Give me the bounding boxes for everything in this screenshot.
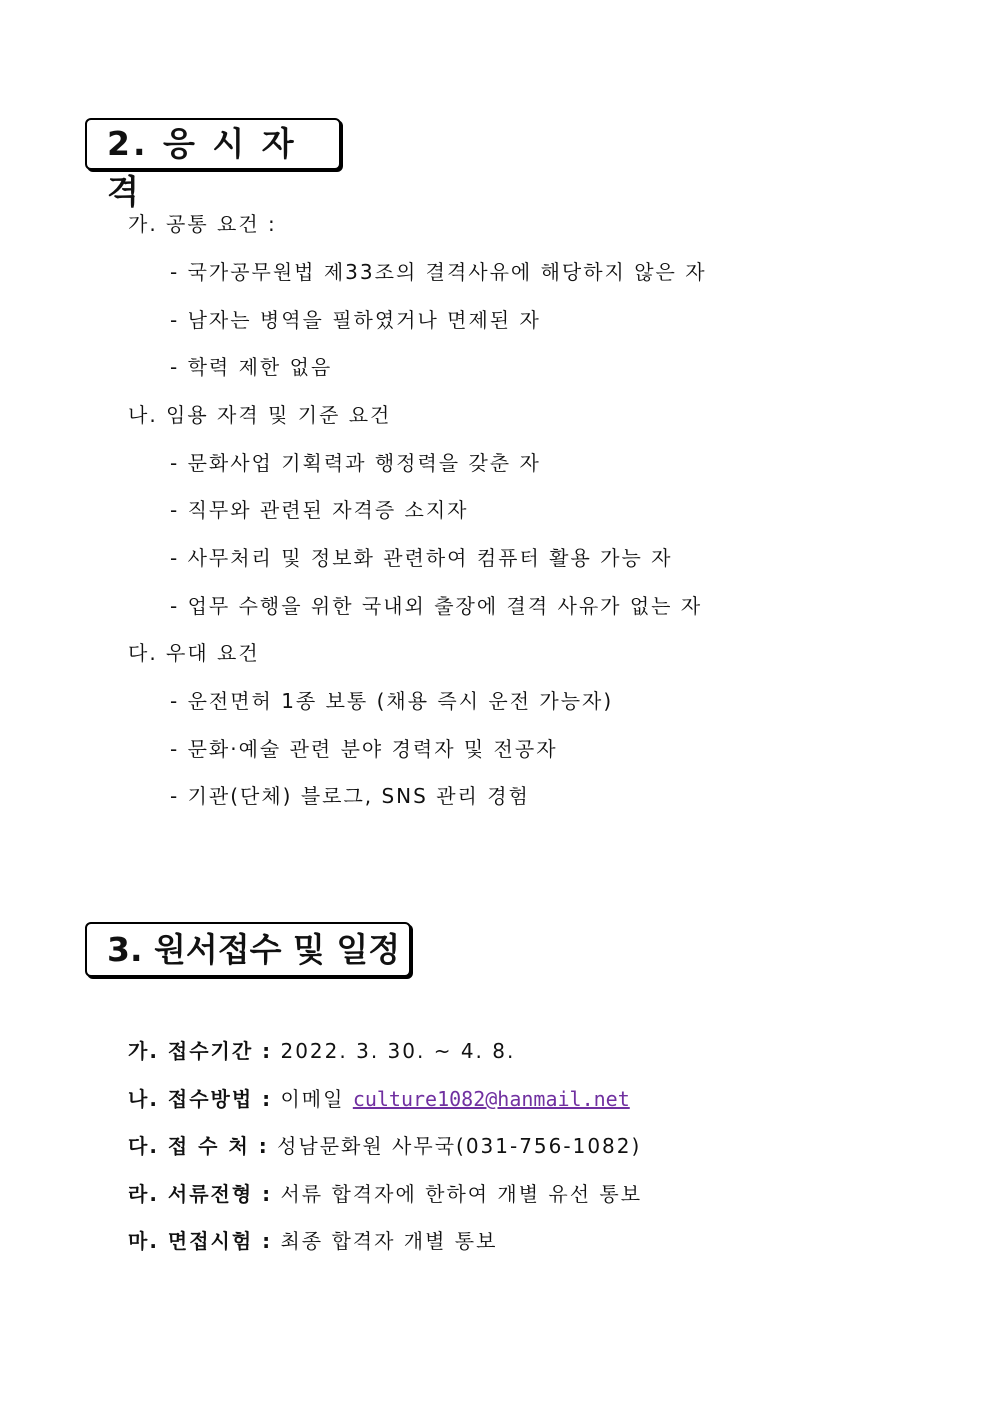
schedule-label: 마. 면접시험 : <box>128 1229 273 1253</box>
schedule-label: 라. 서류전형 : <box>128 1182 273 1206</box>
requirement-b-item: - 업무 수행을 위한 국내외 출장에 결격 사유가 없는 자 <box>170 594 703 618</box>
schedule-row <box>128 1038 515 1064</box>
requirement-c-item: - 문화·예술 관련 분야 경력자 및 전공자 <box>170 737 558 761</box>
schedule-label: 가. 접수기간 : <box>128 1039 273 1063</box>
requirement-a-item: - 국가공무원법 제33조의 결격사유에 해당하지 않은 자 <box>170 260 707 284</box>
requirement-c-item: - 기관(단체) 블로그, SNS 관리 경험 <box>170 784 530 808</box>
requirement-b-item: - 직무와 관련된 자격증 소지자 <box>170 498 469 522</box>
schedule-label: 나. 접수방법 : <box>128 1087 273 1111</box>
requirement-a-item: - 남자는 병역을 필하였거나 면제된 자 <box>170 308 541 332</box>
schedule-value: 2022. 3. 30. ~ 4. 8. <box>280 1039 516 1063</box>
schedule-row <box>128 1228 497 1254</box>
schedule-value: 최종 합격자 개별 통보 <box>280 1229 498 1253</box>
schedule-value: 성남문화원 사무국(031-756-1082) <box>277 1134 642 1158</box>
requirement-b-item: - 사무처리 및 정보화 관련하여 컴퓨터 활용 가능 자 <box>170 546 673 570</box>
requirement-a-item: - 학력 제한 없음 <box>170 355 333 379</box>
requirement-c-label: 다. 우대 요건 <box>128 641 260 665</box>
schedule-value: 이메일 <box>280 1087 345 1111</box>
section-3-title: 3. 원서접수 및 일정 <box>85 922 411 977</box>
schedule-row <box>128 1133 641 1159</box>
requirement-b-item: - 문화사업 기획력과 행정력을 갖춘 자 <box>170 451 541 475</box>
schedule-row <box>128 1181 642 1207</box>
schedule-value: 서류 합격자에 한하여 개별 유선 통보 <box>280 1182 643 1206</box>
requirement-a-label: 가. 공통 요건 : <box>128 212 277 236</box>
schedule-row <box>128 1086 630 1112</box>
requirement-c-item: - 운전면허 1종 보통 (채용 즉시 운전 가능자) <box>170 689 614 713</box>
email-link[interactable]: culture1082@hanmail.net <box>352 1087 630 1111</box>
requirement-b-label: 나. 임용 자격 및 기준 요건 <box>128 403 392 427</box>
schedule-label: 다. 접 수 처 : <box>128 1134 269 1158</box>
section-2-title: 2. 응 시 자 격 <box>85 118 341 170</box>
